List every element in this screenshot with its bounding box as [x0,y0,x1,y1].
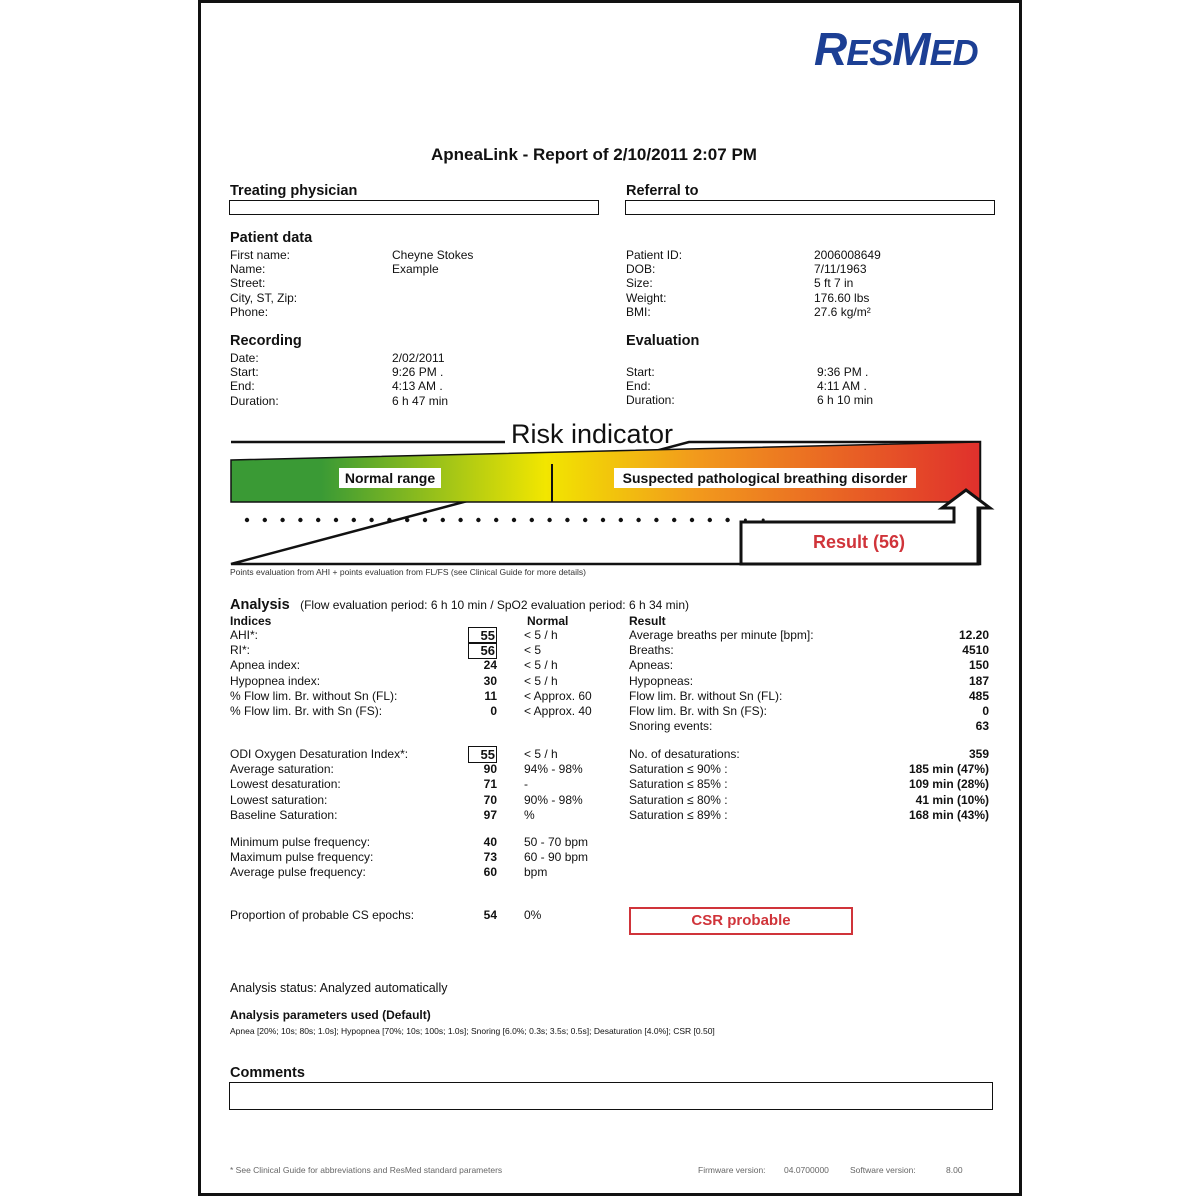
firmware-label: Firmware version: [698,1165,766,1175]
risk-title: Risk indicator [511,419,674,449]
risk-point [298,518,302,522]
field-label: Duration: [626,393,675,408]
result-value: 185 min (47%) [908,762,989,777]
result-label: Saturation ≤ 80% : [629,792,728,807]
index-value [452,850,497,864]
col-result: Result [629,614,666,628]
risk-points-row [245,518,765,522]
index-value [452,674,497,688]
field-value: 5 ft 7 in [814,276,854,291]
index-normal: 94% - 98% [524,762,583,777]
risk-point [601,518,605,522]
risk-point [619,518,623,522]
index-normal: bpm [524,865,548,880]
index-normal: < 5 / h [524,673,558,688]
result-label: Hypopneas: [629,673,694,688]
result-label: Flow lim. Br. without Sn (FL): [629,688,783,703]
result-label: No. of desaturations: [629,747,740,761]
software-label: Software version: [850,1165,916,1175]
result-value: 150 [968,658,989,673]
result-label: Snoring events: [629,719,713,734]
report-title: ApneaLink - Report of 2/10/2011 2:07 PM [431,145,757,164]
field-label: Size: [626,276,653,291]
index-value [452,658,497,672]
result-label: Flow lim. Br. with Sn (FS): [629,704,768,718]
index-label: % Flow lim. Br. with Sn (FS): [230,704,383,718]
result-value: 63 [975,719,989,734]
treating-physician-field[interactable] [229,200,599,215]
field-label: Date: [230,351,259,365]
index-normal: 90% - 98% [524,792,583,807]
index-label: % Flow lim. Br. without Sn (FL): [230,688,398,703]
risk-point [565,518,569,522]
risk-point [725,518,729,522]
index-label: Average pulse frequency: [230,865,366,880]
result-label: Apneas: [629,658,674,673]
index-label: RI*: [230,643,251,658]
field-value: 6 h 10 min [817,393,874,408]
index-value-text: 30 [483,673,497,688]
analysis-status: Analysis status: Analyzed automatically [230,981,448,995]
index-normal: < Approx. 40 [524,704,592,718]
index-label: Lowest saturation: [230,792,328,807]
index-value-text: 71 [483,777,497,792]
index-normal: < 5 [524,643,542,658]
field-value: Cheyne Stokes [392,248,474,262]
index-value-text: 73 [483,850,497,865]
field-value: Example [392,262,439,277]
risk-point [512,518,516,522]
software-value: 8.00 [946,1165,963,1175]
field-label: City, ST, Zip: [230,290,298,305]
field-value: 27.6 kg/m² [814,304,871,319]
result-value: 359 [968,747,989,761]
result-label: Saturation ≤ 89% : [629,807,728,822]
risk-point [547,518,551,522]
index-normal: < 5 / h [524,747,558,761]
resmed-logo: RESMED [814,23,978,75]
risk-point [369,518,373,522]
result-value: 12.20 [958,628,989,642]
result-value: 485 [968,688,989,703]
index-value [452,762,497,776]
index-value-text: 40 [483,835,497,849]
index-normal: < 5 / h [524,628,558,642]
field-value: 6 h 47 min [392,393,449,408]
footer-note: * See Clinical Guide for abbreviations and ResMed standard parameters [230,1165,503,1175]
col-normal: Normal [527,614,569,628]
risk-point [405,518,409,522]
field-label: Street: [230,276,266,291]
field-label: Patient ID: [626,248,683,262]
risk-point [494,518,498,522]
firmware-value: 04.0700000 [784,1165,829,1175]
risk-indicator [225,418,1000,570]
index-value-text: 24 [483,658,497,673]
index-normal: 60 - 90 bpm [524,850,589,865]
field-label: Start: [230,365,259,380]
risk-point [263,518,267,522]
risk-point [387,518,391,522]
field-label: DOB: [626,262,656,277]
index-value [452,747,497,762]
risk-point [334,518,338,522]
result-label: Average breaths per minute [bpm]: [629,628,814,642]
index-value-text: 97 [483,807,497,822]
index-normal: - [524,777,528,792]
risk-point [441,518,445,522]
field-value: 9:36 PM . [817,365,869,379]
analysis-header [230,596,689,614]
risk-point [423,518,427,522]
result-value: 4510 [962,643,989,658]
index-value [452,643,497,658]
index-value-text: 56 [468,642,497,659]
referral-field[interactable] [625,200,995,215]
field-value: 2006008649 [814,248,881,262]
index-value-text: 55 [468,746,497,763]
cs-epochs-value: 54 [483,908,497,922]
index-value [452,865,497,879]
field-label: Weight: [626,290,667,305]
result-value: 109 min (28%) [908,777,989,792]
col-indices: Indices [230,614,272,628]
csr-probable-badge: CSR probable [629,907,853,935]
comments-label: Comments [230,1065,305,1081]
index-label: Average saturation: [230,762,334,777]
index-value-text: 70 [483,792,497,807]
risk-point [708,518,712,522]
analysis-period: (Flow evaluation period: 6 h 10 min / SpO2 evaluation period: 6 h 34 min) [300,598,689,612]
treating-physician-label: Treating physician [230,183,358,199]
index-label: ODI Oxygen Desaturation Index*: [230,747,409,761]
index-label: Baseline Saturation: [230,807,338,822]
index-normal: % [524,807,535,822]
index-normal: 50 - 70 bpm [524,835,589,849]
index-value [452,689,497,703]
recording-heading: Recording [230,333,302,349]
normal-range-label: Normal range [344,470,436,486]
result-value: 168 min (43%) [908,807,989,822]
evaluation-heading: Evaluation [626,333,700,349]
index-value [452,808,497,822]
field-label: First name: [230,248,291,262]
analysis-heading: Analysis [230,597,290,613]
risk-footnote: Points evaluation from AHI + points evaluation from FL/FS (see Clinical Guide for more details) [230,567,586,577]
field-value: 7/11/1963 [814,262,867,277]
field-value: 4:13 AM . [392,379,443,394]
index-normal: < 5 / h [524,658,558,673]
risk-point [636,518,640,522]
suspected-label: Suspected pathological breathing disorder [622,470,908,486]
index-value [452,835,497,849]
params-heading: Analysis parameters used (Default) [230,1008,431,1022]
index-value-text: 11 [484,688,497,703]
field-value: 9:26 PM . [392,365,444,380]
field-label: Duration: [230,393,279,408]
risk-point [352,518,356,522]
params-text: Apnea [20%; 10s; 80s; 1.0s]; Hypopnea [70%; 10s; 100s; 1.0s]; Snoring [6.0%; 0.3s; 3.5s; 0.5s]; Desaturation [4.0%]; CSR [0.50] [230,1026,715,1036]
result-value: 41 min (10%) [915,792,989,807]
risk-point [672,518,676,522]
risk-point [690,518,694,522]
index-label: Minimum pulse frequency: [230,835,371,849]
field-value: 4:11 AM . [817,379,867,394]
index-label: AHI*: [230,628,259,642]
index-value [452,704,497,718]
risk-point [654,518,658,522]
index-label: Maximum pulse frequency: [230,850,374,865]
risk-point [476,518,480,522]
risk-point [530,518,534,522]
field-label: Phone: [230,304,269,319]
index-value [452,777,497,791]
field-value: 2/02/2011 [392,351,445,365]
risk-point [458,518,462,522]
index-value [452,628,497,643]
index-label: Apnea index: [230,658,301,673]
index-value-text: 60 [483,865,497,880]
risk-point [245,518,249,522]
field-label: BMI: [626,304,651,319]
field-label: End: [626,379,651,394]
result-value: 0 [982,704,989,718]
result-label: Result (56) [812,532,906,552]
cs-epochs-normal: 0% [524,908,542,922]
cs-epochs-label: Proportion of probable CS epochs: [230,908,415,922]
index-value-text: 0 [490,704,497,718]
result-value: 187 [968,673,989,688]
result-label: Saturation ≤ 85% : [629,777,728,792]
field-value: 176.60 lbs [814,290,870,305]
result-label: Saturation ≤ 90% : [629,762,728,777]
index-normal: < Approx. 60 [524,688,592,703]
index-value [452,793,497,807]
result-label: Breaths: [629,643,674,658]
risk-point [583,518,587,522]
field-label: Name: [230,262,266,277]
index-label: Lowest desaturation: [230,777,341,792]
comments-field[interactable] [229,1082,993,1110]
index-label: Hypopnea index: [230,673,321,688]
patient-data-heading: Patient data [230,230,313,246]
referral-label: Referral to [626,183,699,199]
field-label: End: [230,379,255,394]
risk-point [316,518,320,522]
index-value-text: 90 [483,762,497,777]
risk-point [280,518,284,522]
index-value-text: 55 [468,627,497,644]
field-label: Start: [626,365,655,379]
